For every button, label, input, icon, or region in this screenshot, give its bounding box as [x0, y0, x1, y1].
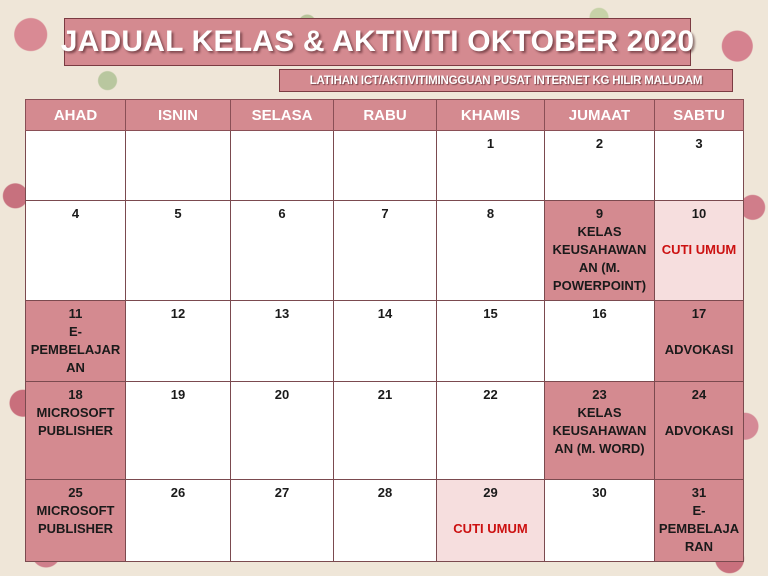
- day-number: 8: [486, 206, 495, 221]
- day-number: 15: [483, 306, 498, 321]
- day-cell: [126, 480, 231, 562]
- day-number: 3: [695, 136, 703, 151]
- day-number: 4: [71, 206, 80, 221]
- day-cell: [334, 301, 437, 382]
- weekday-saturday: SABTU: [655, 100, 744, 131]
- title-banner: [60, 18, 695, 66]
- weekday-wednesday: RABU: [334, 100, 437, 131]
- week-row: [26, 480, 744, 562]
- weekday-monday: ISNIN: [126, 100, 231, 131]
- day-number: 9: [595, 206, 604, 221]
- day-cell: [231, 480, 334, 562]
- day-cell-empty: [334, 131, 437, 201]
- day-cell-holiday: [437, 480, 545, 562]
- day-cell: [231, 382, 334, 480]
- page-subtitle: LATIHAN ICT/AKTIVITIMINGGUAN PUSAT INTERNET KG HILIR MALUDAM: [309, 74, 703, 87]
- day-cell-empty: [231, 131, 334, 201]
- week-row: [26, 131, 744, 201]
- day-number: 6: [278, 206, 286, 221]
- day-number: 27: [274, 485, 290, 500]
- day-number: 2: [595, 136, 604, 151]
- day-cell: [437, 301, 545, 382]
- day-cell: [26, 201, 126, 301]
- day-number: 21: [377, 387, 393, 402]
- activity-note: KELAS KEUSAHAWAN AN (M. POWERPOINT): [552, 224, 647, 293]
- day-number: 19: [170, 387, 186, 402]
- day-cell: [437, 382, 545, 480]
- activity-note: KELAS KEUSAHAWAN AN (M. WORD): [552, 405, 647, 456]
- day-cell: [231, 201, 334, 301]
- day-cell-holiday: [655, 201, 744, 301]
- day-number: 10: [691, 206, 707, 221]
- day-number: 17: [691, 306, 707, 321]
- day-number: 18: [68, 387, 83, 402]
- day-number: 23: [592, 387, 607, 402]
- day-cell: [334, 382, 437, 480]
- day-number: 25: [68, 485, 83, 500]
- weekday-header-row: [26, 100, 744, 131]
- subtitle-banner: [279, 69, 733, 92]
- day-number: 7: [381, 206, 389, 221]
- week-row: [26, 382, 744, 480]
- day-cell-activity: [26, 301, 126, 382]
- day-number: 5: [174, 206, 182, 221]
- day-cell: [437, 201, 545, 301]
- day-cell-empty: [126, 131, 231, 201]
- activity-note: MICROSOFT PUBLISHER: [36, 405, 115, 438]
- calendar-grid: [25, 99, 744, 562]
- day-cell: [545, 131, 655, 201]
- day-number: 14: [377, 306, 393, 321]
- day-cell-activity: [26, 480, 126, 562]
- day-cell: [126, 201, 231, 301]
- day-number: 24: [691, 387, 707, 402]
- day-cell-activity: [545, 382, 655, 480]
- day-number: 22: [483, 387, 498, 402]
- day-cell: [334, 201, 437, 301]
- day-cell: [126, 382, 231, 480]
- day-cell: [126, 301, 231, 382]
- day-cell: [545, 301, 655, 382]
- day-number: 16: [592, 306, 607, 321]
- day-cell: [545, 480, 655, 562]
- weekday-sunday: AHAD: [26, 100, 126, 131]
- day-number: 26: [170, 485, 186, 500]
- day-cell: [334, 480, 437, 562]
- weekday-tuesday: SELASA: [231, 100, 334, 131]
- day-cell: [437, 131, 545, 201]
- day-cell-activity: [26, 382, 126, 480]
- day-cell-activity: [655, 382, 744, 480]
- day-number: 30: [592, 485, 607, 500]
- activity-note: E-PEMBELAJAR AN: [30, 324, 121, 375]
- week-row: [26, 201, 744, 301]
- day-number: 1: [486, 136, 495, 151]
- day-cell-activity: [655, 301, 744, 382]
- day-cell-activity: [545, 201, 655, 301]
- page-title: JADUAL KELAS & AKTIVITI OKTOBER 2020: [60, 25, 695, 58]
- day-cell: [655, 131, 744, 201]
- activity-note: ADVOKASI: [664, 342, 734, 357]
- day-number: 29: [483, 485, 498, 500]
- day-cell: [231, 301, 334, 382]
- day-number: 11: [68, 306, 83, 321]
- day-number: 12: [170, 306, 186, 321]
- weekday-thursday: KHAMIS: [437, 100, 545, 131]
- day-number: 20: [274, 387, 290, 402]
- activity-note: ADVOKASI: [664, 423, 734, 438]
- day-cell-activity: [655, 480, 744, 562]
- day-cell-empty: [26, 131, 126, 201]
- activity-note: E-PEMBELAJA RAN: [658, 503, 740, 554]
- holiday-note: CUTI UMUM: [661, 242, 737, 257]
- weekday-friday: JUMAAT: [545, 100, 655, 131]
- week-row: [26, 301, 744, 382]
- activity-note: MICROSOFT PUBLISHER: [36, 503, 115, 536]
- day-number: 28: [377, 485, 393, 500]
- holiday-note: CUTI UMUM: [453, 521, 528, 536]
- day-number: 31: [691, 485, 707, 500]
- day-number: 13: [274, 306, 290, 321]
